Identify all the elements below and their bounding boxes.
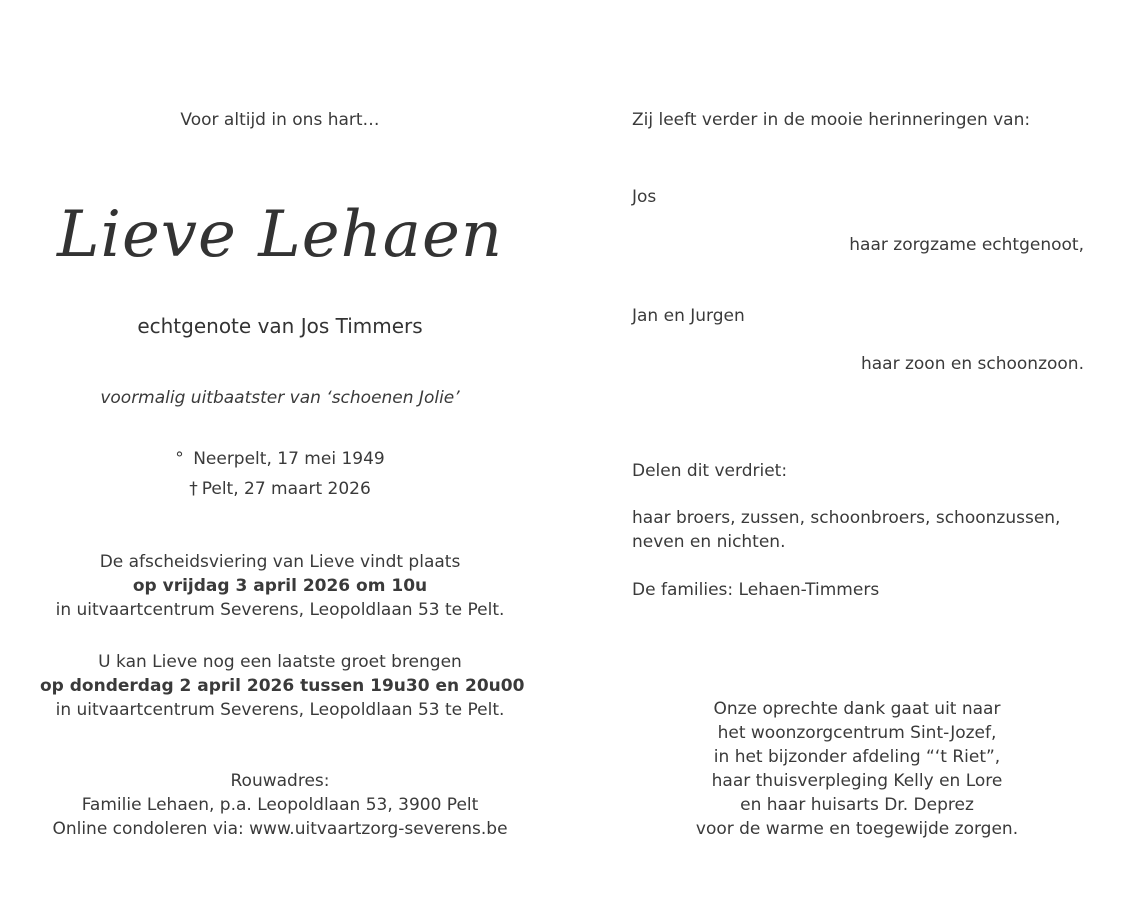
birth-symbol: ° [175,449,184,469]
thanks-line-2: het woonzorgcentrum Sint-Jozef, [717,723,997,743]
share-list [632,506,1060,554]
visit-location: in uitvaartcentrum Severens, Leopoldlaan 53 te Pelt. [55,700,505,720]
ceremony-date: op vrijdag 3 april 2026 om 10u [132,576,428,596]
visit-date: op donderdag 2 april 2026 tussen 19u30 en 20u00 [40,676,525,696]
birth-line [40,447,520,471]
thanks-line-4: haar thuisverpleging Kelly en Lore [711,771,1003,791]
relation-1: haar zorgzame echtgenoot, [849,235,1084,255]
address-block [40,769,520,841]
ceremony-block [40,550,520,622]
families-line: De families: Lehaen-Timmers [632,580,880,600]
thanks-line-3: in het bijzonder afdeling “‘t Riet”, [713,747,1001,767]
deceased-name: Lieve Lehaen [56,198,504,272]
ceremony-location: in uitvaartcentrum Severens, Leopoldlaan 53 te Pelt. [55,600,505,620]
ceremony-line-1: De afscheidsviering van Lieve vindt plaats [99,552,461,572]
intro-text: Voor altijd in ons hart… [180,110,380,130]
address-heading: Rouwadres: [230,771,330,791]
former-occupation: voormalig uitbaatster van ‘schoenen Jolie’ [100,388,460,408]
spouse-line: echtgenote van Jos Timmers [137,314,423,338]
relative-name-1: Jos [632,187,657,207]
visit-line-1: U kan Lieve nog een laatste groet brengen [98,652,462,672]
share-heading: Delen dit verdriet: [632,461,788,481]
condolence-line: Online condoleren via: www.uitvaartzorg-severens.be [52,819,508,839]
address-line: Familie Lehaen, p.a. Leopoldlaan 53, 3900 Pelt [81,795,479,815]
share-line-2: neven en nichten. [632,532,786,552]
thanks-line-6: voor de warme en toegewijde zorgen. [695,819,1019,839]
relation-2: haar zoon en schoonzoon. [860,354,1084,374]
thanks-block [632,697,1082,841]
birth-place-date: Neerpelt, 17 mei 1949 [193,449,385,469]
cross-icon: † [189,479,198,499]
relative-name-2: Jan en Jurgen [632,306,745,326]
share-line-1: haar broers, zussen, schoonbroers, schoonzussen, [632,508,1061,528]
visit-block [40,650,525,722]
death-place-date: Pelt, 27 maart 2026 [201,479,371,499]
remembered-by-heading: Zij leeft verder in de mooie herinneringen van: [632,110,1031,130]
thanks-line-5: en haar huisarts Dr. Deprez [740,795,974,815]
thanks-line-1: Onze oprechte dank gaat uit naar [713,699,1001,719]
death-line [40,477,520,501]
